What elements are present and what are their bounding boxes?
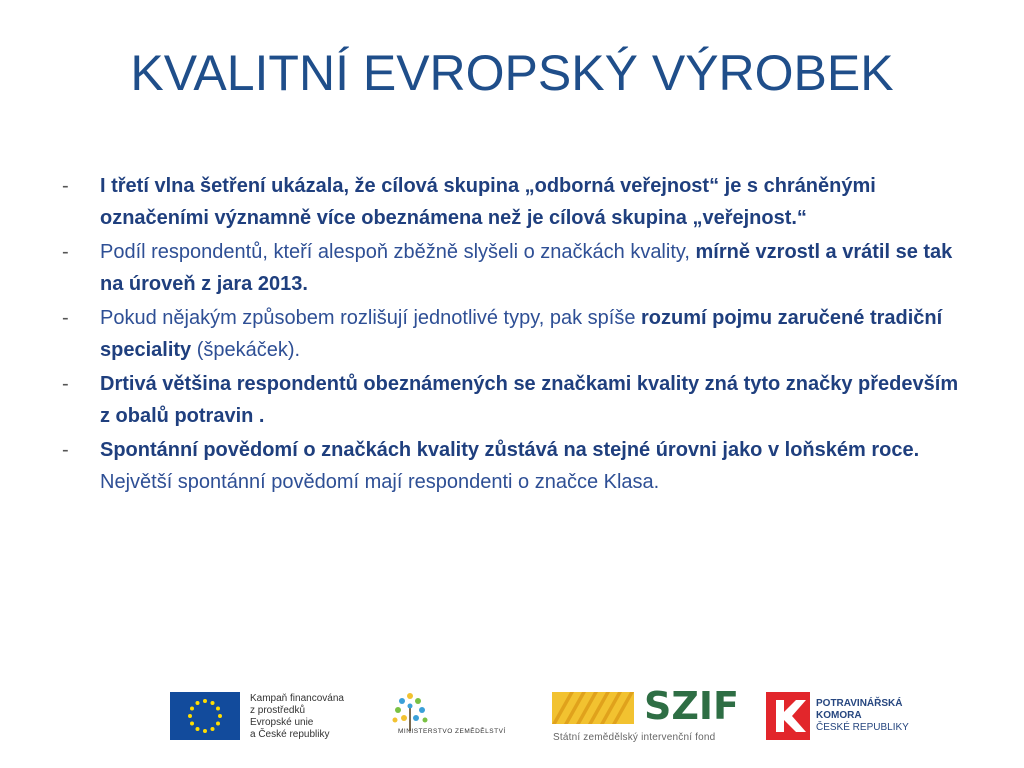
bullet-text: Podíl respondentů, kteří alespoň zběžně slyšeli o značkách kvality, (100, 241, 696, 263)
eu-star-icon (188, 714, 192, 718)
eu-line: Evropské unie (250, 717, 314, 728)
bullet-item (62, 302, 962, 366)
eu-line: z prostředků (250, 705, 306, 716)
eu-star-icon (216, 707, 220, 711)
eu-line: Kampaň financována (250, 693, 344, 704)
bullet-text: Pokud nějakým způsobem rozlišují jednotlivé typy, pak spíše (100, 307, 642, 329)
bullet-dash: - (62, 175, 69, 197)
eu-star-icon (216, 722, 220, 726)
eu-flag-icon (170, 692, 240, 740)
bullet-bold-text: mírně vzrostl a vrátil se tak na úroveň z jara 2013. (100, 241, 953, 295)
potravinarska-komora-logo-icon (766, 692, 810, 740)
eu-star-icon (196, 701, 200, 705)
bullet-text: Největší spontánní povědomí mají respondenti o značce Klasa. (100, 471, 660, 493)
bullet-bold-text: Spontánní povědomí o značkách kvality zůstává na stejné úrovni jako v loňském roce. (100, 439, 920, 461)
footer-logos (0, 680, 1024, 760)
eu-star-icon (203, 699, 207, 703)
eu-funding-text (250, 693, 360, 741)
pk-text (816, 698, 909, 734)
eu-star-icon (190, 722, 194, 726)
pk-subtitle: ČESKÉ REPUBLIKY (816, 722, 909, 733)
bullet-bold-text: I třetí vlna šetření ukázala, že cílová skupina „odborná veřejnost“ je s chráněnými označeními významně více obeznámena než je cílová skupina „veřejnost.“ (100, 175, 876, 229)
eu-star-icon (218, 714, 222, 718)
bullet-bold-text: Drtivá většina respondentů obeznámených se značkami kvality zná tyto značky především z obalů potravin . (100, 373, 959, 427)
bullet-item (62, 170, 962, 234)
bullet-dash: - (62, 373, 69, 395)
tree-logo-icon (380, 686, 520, 756)
eu-star-icon (190, 707, 194, 711)
slide-title: KVALITNÍ EVROPSKÝ VÝROBEK (130, 45, 894, 101)
szif-stripes-icon (552, 692, 634, 724)
bullet-list (62, 170, 962, 500)
bullet-dash: - (62, 307, 69, 329)
mz-label: MINISTERSTVO ZEMĚDĚLSTVÍ (398, 728, 506, 735)
bullet-text: (špekáček). (191, 339, 301, 361)
eu-star-icon (211, 727, 215, 731)
eu-star-icon (203, 729, 207, 733)
szif-subtitle: Státní zemědělský intervenční fond (553, 732, 716, 743)
bullet-bold-text: rozumí pojmu zaručené tradiční speciality (100, 307, 943, 361)
pk-line: POTRAVINÁŘSKÁ (816, 698, 903, 709)
bullet-item (62, 236, 962, 300)
eu-star-icon (211, 701, 215, 705)
szif-name: SZIF (644, 684, 740, 728)
bullet-item (62, 434, 962, 498)
bullet-dash: - (62, 241, 69, 263)
bullet-item (62, 368, 962, 432)
eu-line: a České republiky (250, 729, 330, 740)
bullet-dash: - (62, 439, 69, 461)
pk-line: KOMORA (816, 710, 862, 721)
eu-star-icon (196, 727, 200, 731)
